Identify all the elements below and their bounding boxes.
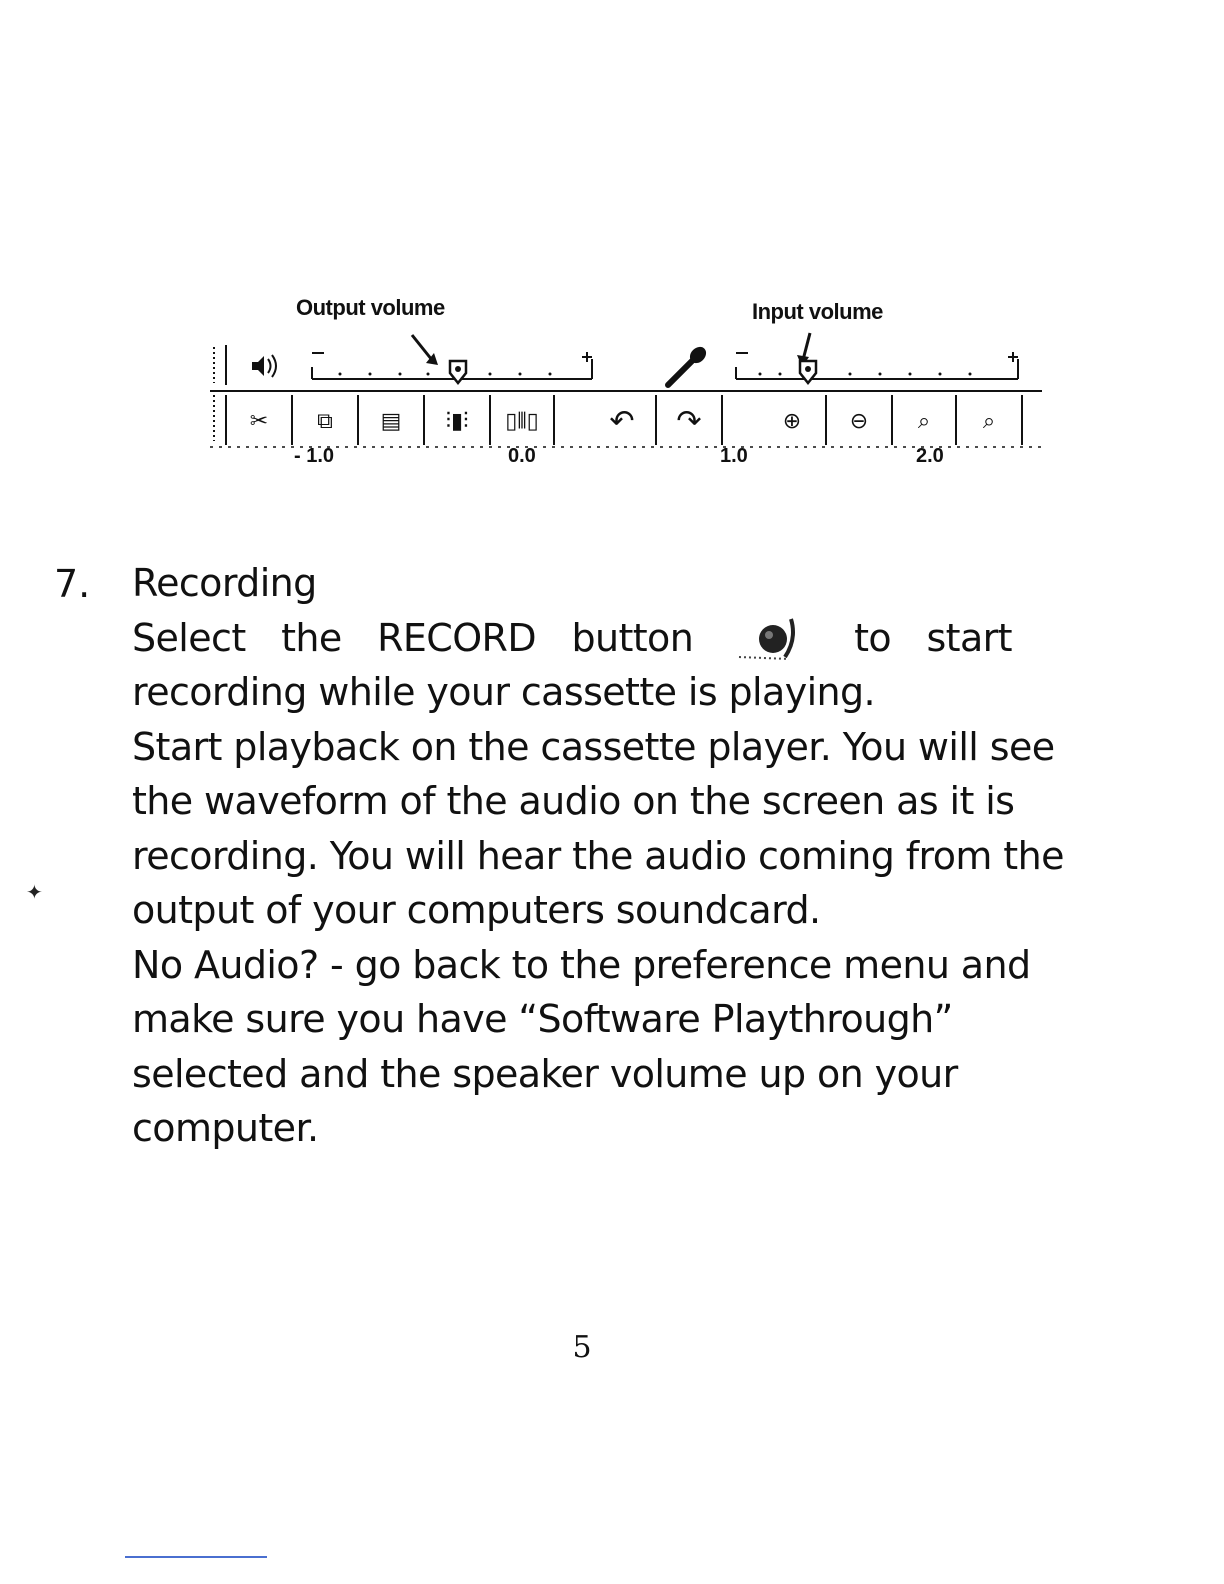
word: start bbox=[926, 615, 1012, 660]
microphone-icon bbox=[668, 344, 709, 385]
paragraph-no-audio: No Audio? - go back to the preference menu and make sure you have “Software Playthrough” selected and the speaker volume up on your computer. bbox=[132, 942, 1031, 1150]
trim-icon[interactable]: ✂ bbox=[249, 408, 269, 434]
section-heading: Recording bbox=[132, 561, 317, 605]
list-item-number: 7. bbox=[54, 562, 91, 606]
recording-section bbox=[132, 556, 1117, 1156]
speaker-icon bbox=[252, 355, 276, 377]
zoom-out-icon[interactable]: ⊖ bbox=[849, 408, 869, 434]
zoom-in-icon[interactable]: ⊕ bbox=[782, 408, 802, 434]
record-button-icon bbox=[729, 613, 819, 663]
scale-tick-label: - 1.0 bbox=[294, 445, 335, 467]
audio-toolbar-figure bbox=[200, 285, 1060, 495]
scale-tick-label: 2.0 bbox=[916, 445, 944, 467]
output-volume-label: Output volume bbox=[296, 295, 445, 320]
paragraph-playback: Start playback on the cassette player. You will see the waveform of the audio on the screen as it is recording. You will hear the audio coming from the output of your computers soundcard. bbox=[132, 724, 1064, 932]
instruction-line-1 bbox=[132, 611, 1012, 666]
undo-icon[interactable]: ↶ bbox=[609, 403, 635, 439]
scan-speck: ✦ bbox=[26, 880, 43, 904]
word: RECORD bbox=[377, 615, 536, 660]
split-icon[interactable]: ▯⫴▯ bbox=[505, 408, 539, 434]
scale-tick-label: 0.0 bbox=[508, 445, 536, 467]
output-volume-slider[interactable] bbox=[312, 352, 592, 383]
word: to bbox=[854, 615, 892, 660]
word: Select bbox=[132, 615, 246, 660]
silence-icon[interactable]: ⫶▮⫶ bbox=[445, 408, 469, 434]
toolbar-grip-top bbox=[214, 345, 226, 385]
input-volume-slider[interactable] bbox=[736, 352, 1018, 383]
word: button bbox=[571, 615, 694, 660]
zoom-selection-icon[interactable]: ⌕ bbox=[982, 408, 996, 434]
input-volume-label: Input volume bbox=[752, 299, 883, 324]
zoom-fit-icon[interactable]: ⌕ bbox=[917, 408, 931, 434]
instruction-line-2: recording while your cassette is playing. bbox=[132, 670, 876, 714]
copy-icon[interactable]: ⧉ bbox=[317, 408, 333, 434]
page-number: 5 bbox=[572, 1330, 592, 1365]
paste-icon[interactable]: ▤ bbox=[380, 408, 402, 434]
redo-icon[interactable]: ↷ bbox=[676, 403, 702, 439]
scale-tick-label: 1.0 bbox=[720, 445, 748, 467]
word: the bbox=[281, 615, 342, 660]
footer-rule bbox=[125, 1556, 267, 1558]
